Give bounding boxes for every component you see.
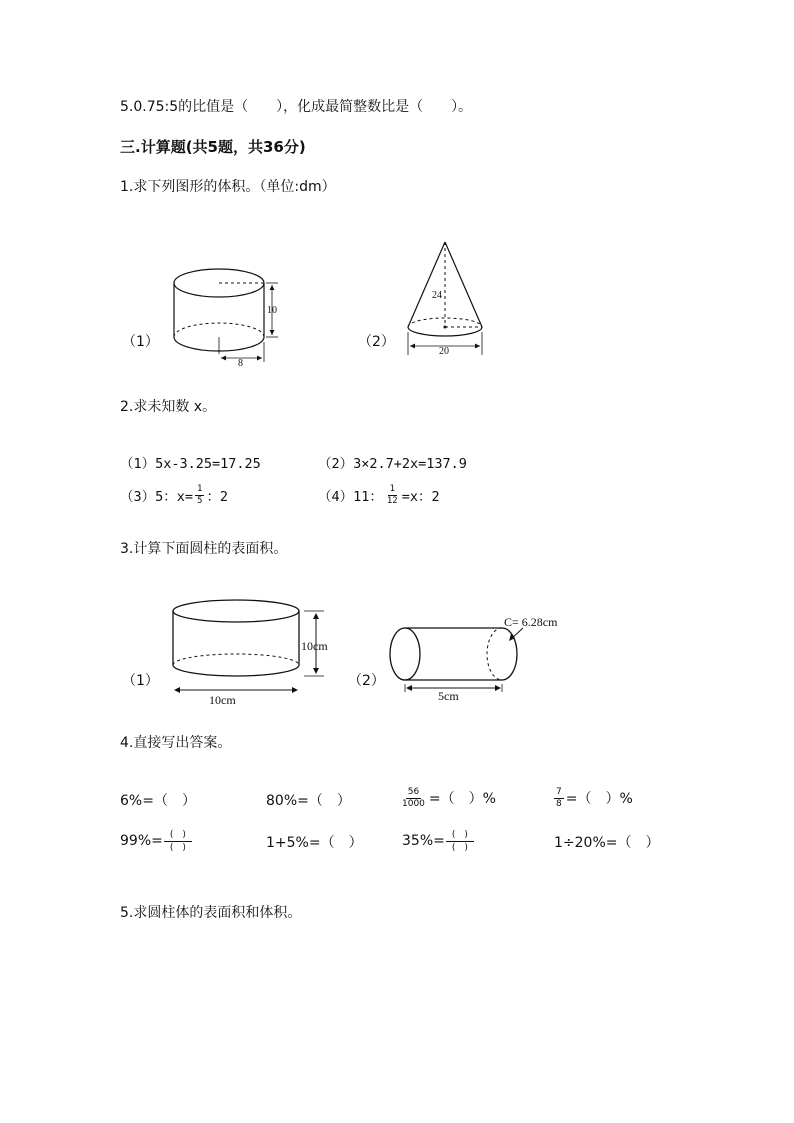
problem-1-title: 1.求下列图形的体积。（单位:dm） xyxy=(120,179,336,195)
problem-2-title: 2.求未知数 x。 xyxy=(120,399,217,415)
fraction-numerator: 56 xyxy=(407,786,420,797)
upright-cylinder-diameter-label: 10cm xyxy=(209,693,236,707)
answer-item-3 xyxy=(398,780,496,816)
answer-item-4-blank: =（ ）% xyxy=(565,791,633,807)
problem-4-title: 4.直接写出答案。 xyxy=(120,735,232,751)
problem-5-title: 5.求圆柱体的表面积和体积。 xyxy=(120,905,302,921)
section-heading: 三.计算题(共5题，共36分) xyxy=(120,138,306,156)
fraction-7-8 xyxy=(554,787,564,810)
equation-3 xyxy=(120,478,228,512)
blank-numerator: ( ) xyxy=(164,829,192,842)
fraction-one-fifth xyxy=(195,484,204,507)
answer-item-7 xyxy=(402,824,475,858)
equation-2: （2）3×2.7+2x=137.9 xyxy=(318,456,467,472)
fraction-numerator: 1 xyxy=(389,483,396,494)
equation-1: （1）5x-3.25=17.25 xyxy=(120,456,261,472)
lying-cylinder-length-label: 5cm xyxy=(438,689,459,703)
cone-diameter-label: 20 xyxy=(439,346,449,357)
equation-4-left: （4）11： xyxy=(318,489,383,505)
lying-cylinder-circumference-label: C= 6.28cm xyxy=(504,615,558,629)
fraction-denominator: 5 xyxy=(197,495,203,506)
cylinder-height-label: 10 xyxy=(267,305,277,316)
fill-question-5: 5.0.75:5的比值是（ ），化成最简整数比是（ ）。 xyxy=(120,99,473,115)
equation-3-right: ：2 xyxy=(206,489,229,505)
blank-fraction xyxy=(446,829,474,854)
fraction-denominator: 8 xyxy=(556,798,562,809)
fraction-one-twelfth xyxy=(385,484,400,507)
cone-height-label: 24 xyxy=(432,290,442,301)
fraction-numerator: 7 xyxy=(556,786,562,797)
answer-item-4 xyxy=(552,780,633,816)
fraction-numerator: 1 xyxy=(197,483,203,494)
cone-figure xyxy=(402,238,490,360)
problem-3-title: 3.计算下面圆柱的表面积。 xyxy=(120,541,288,557)
equation-4-right: =x：2 xyxy=(401,489,440,505)
upright-cylinder-height-label: 10cm xyxy=(301,639,328,653)
blank-denominator: ( ) xyxy=(169,842,186,853)
figure-2-label: （2） xyxy=(358,334,395,350)
fraction-denominator: 12 xyxy=(386,495,398,506)
answer-item-7-left: 35%= xyxy=(402,833,445,849)
answer-item-2: 80%=（ ） xyxy=(266,793,351,809)
lying-cylinder-figure xyxy=(386,608,570,704)
answer-item-1: 6%=（ ） xyxy=(120,793,196,809)
blank-numerator: ( ) xyxy=(446,829,474,842)
fraction-denominator: 1000 xyxy=(402,798,425,809)
answer-item-3-blank: =（ ）% xyxy=(428,791,496,807)
fraction-56-1000 xyxy=(400,787,427,810)
equation-4 xyxy=(318,478,440,512)
figure-1-label: （1） xyxy=(122,334,159,350)
blank-denominator: ( ) xyxy=(451,842,468,853)
blank-fraction xyxy=(164,829,192,854)
cylinder-figure xyxy=(168,262,286,368)
equation-3-left: （3）5：x= xyxy=(120,489,194,505)
answer-item-5-left: 99%= xyxy=(120,833,163,849)
upright-cylinder-figure xyxy=(164,595,344,710)
answer-item-8: 1÷20%=（ ） xyxy=(554,835,660,851)
figure-1-label: （1） xyxy=(122,673,159,689)
figure-2-label: （2） xyxy=(348,673,385,689)
answer-item-6: 1+5%=（ ） xyxy=(266,835,363,851)
answer-item-5 xyxy=(120,824,193,858)
cylinder-radius-label: 8 xyxy=(238,358,243,368)
